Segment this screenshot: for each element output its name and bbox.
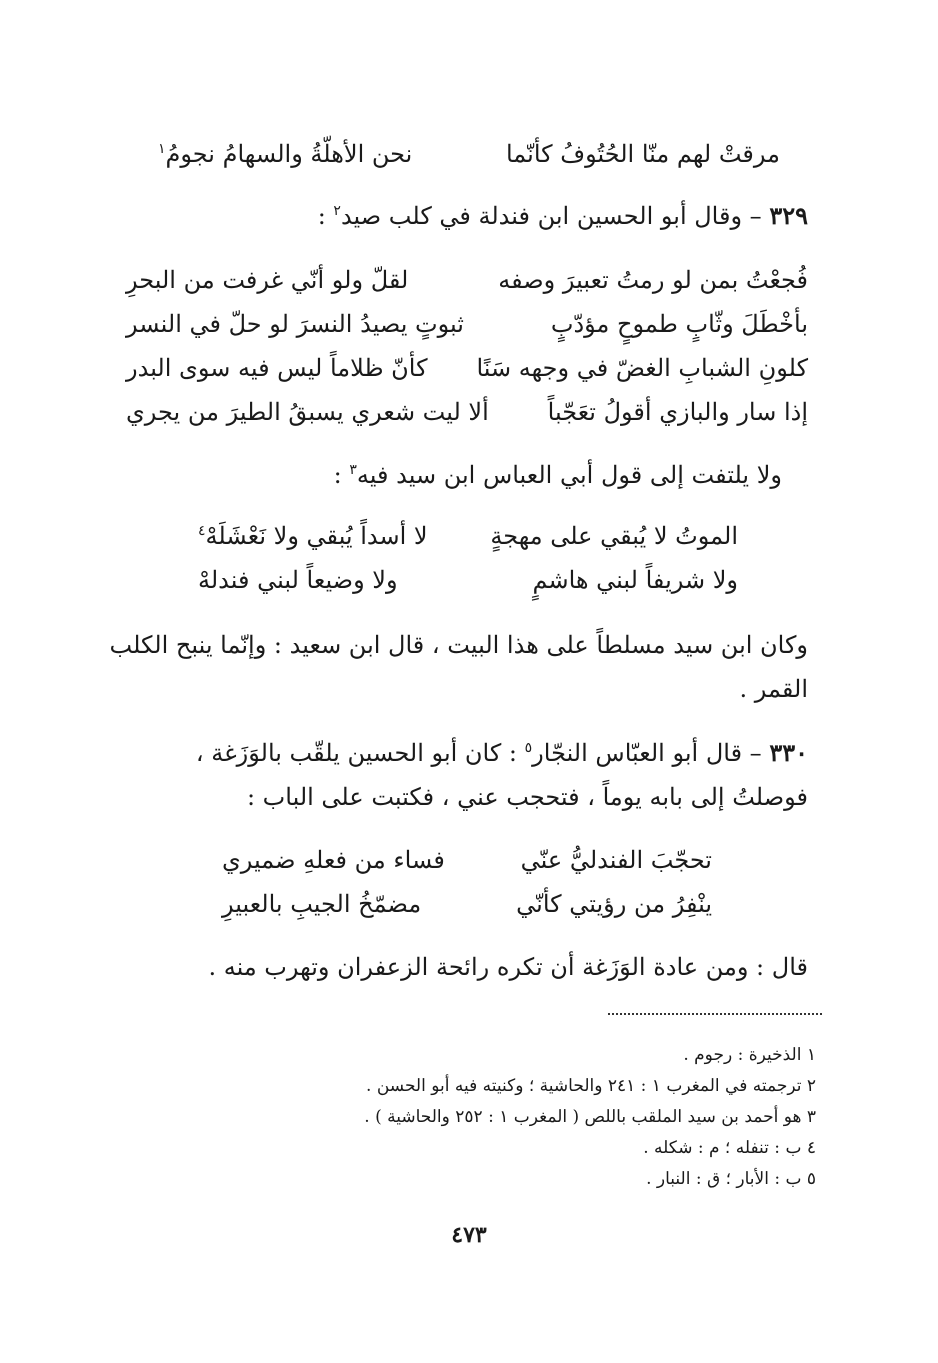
section-text: – وقال أبو الحسين ابن فندلة في كلب صيد	[340, 202, 762, 230]
section-330-line: فوصلتُ إلى بابه يوماً ، فتحجب عني ، فكتبت على الباب :	[246, 783, 808, 811]
verse-first-hemistich: تحجّبَ الفندليُّ عنّي	[520, 846, 712, 874]
page-number: ٤٧٣	[451, 1222, 487, 1248]
footnote-divider	[608, 1013, 822, 1015]
intro-text: ولا يلتفت إلى قول أبي العباس ابن سيد فيه	[356, 461, 782, 489]
section-colon: :	[317, 202, 326, 230]
poem-329-line	[126, 268, 808, 292]
verse-first-hemistich: إذا سار والبازي أقولُ تعَجّباً	[547, 398, 808, 426]
section-number: ٣٢٩	[769, 201, 808, 230]
poem-330-line	[222, 892, 712, 916]
poem-329-line	[126, 400, 808, 424]
poem-sayyid-line	[198, 524, 738, 548]
footnote-marker: ١	[158, 141, 166, 157]
verse-second-hemistich	[158, 142, 412, 166]
intro-colon: :	[333, 461, 342, 489]
verse-second-hemistich: لقلّ ولو أنّي غرفت من البحرِ	[126, 266, 409, 294]
footnote-marker: ٥	[524, 740, 533, 756]
poem-330-line	[222, 848, 712, 872]
verse-first-hemistich: الموتُ لا يُبقي على مهجةٍ	[490, 522, 738, 550]
verse-first-hemistich: ولا شريفاً لبني هاشمٍ	[532, 566, 738, 594]
footnote-item: ٣ هو أحمد بن سيد الملقب باللص ( المغرب ١ : ٢٥٢ والحاشية ) .	[364, 1107, 816, 1127]
section-330-heading	[195, 738, 808, 767]
verse-second-hemistich: مضمّخُ الجيبِ بالعبيرِ	[222, 890, 422, 918]
verse-second-text: لا أسداً يُبقي ولا نَعْشَلَهْ	[205, 522, 428, 550]
verse-second-hemistich: فساء من فعلهِ ضميري	[222, 846, 445, 874]
poem-329-line	[126, 312, 808, 336]
footnote-item: ٢ ترجمته في المغرب ١ : ٢٤١ والحاشية ؛ وكنيته فيه أبو الحسن .	[366, 1076, 816, 1096]
footnote-item: ٤ ب : تنفله ؛ م : شكله .	[643, 1138, 816, 1158]
poem-329-line	[126, 356, 808, 380]
poem-sayyid-line	[198, 568, 738, 592]
intro-line	[334, 463, 782, 487]
verse-line	[158, 142, 780, 166]
verse-first-hemistich: ينْفِرُ من رؤيتي كأنّي	[516, 890, 712, 918]
footnote-marker: ٤	[198, 523, 206, 539]
paragraph-line: القمر .	[739, 675, 808, 703]
section-text-continued: : كان أبو الحسين يلقّب بالوَزَغة ،	[195, 739, 517, 767]
footnote-marker: ٢	[333, 203, 341, 219]
verse-second-hemistich: ولا وضيعاً لبني فندلهْ	[198, 566, 398, 594]
verse-second-hemistich: كأنّ ظلاماً ليس فيه سوى البدر	[126, 354, 428, 382]
section-number: ٣٣٠	[769, 738, 808, 767]
footnote-marker: ٣	[349, 462, 357, 478]
verse-first-hemistich: فُجعْتُ بمن لو رمتُ تعبيرَ وصفه	[498, 266, 808, 294]
verse-second-hemistich: ألا ليت شعري يسبقُ الطيرَ من يجري	[126, 398, 489, 426]
verse-second-hemistich	[198, 524, 428, 548]
footnote-item: ١ الذخيرة : رجوم .	[683, 1045, 816, 1065]
verse-first-hemistich: مرقتْ لهم منّا الحُتُوفُ كأنّما	[505, 140, 780, 168]
section-text: – قال أبو العبّاس النجّار	[532, 739, 762, 767]
verse-second-hemistich: ثبوتٍ يصيدُ النسرَ لو حلّ في النسر	[126, 310, 464, 338]
verse-second-text: نحن الأهلّةُ والسهامُ نجومُ	[165, 140, 413, 168]
paragraph-line: وكان ابن سيد مسلطاً على هذا البيت ، قال ابن سعيد : وإنّما ينبح الكلب	[109, 631, 808, 659]
verse-first-hemistich: كلونِ الشبابِ الغضّ في وجهه سَنًا	[476, 354, 808, 382]
closing-line: قال : ومن عادة الوَزَغة أن تكره رائحة الزعفران وتهرب منه .	[208, 953, 808, 981]
section-329-heading	[317, 201, 808, 230]
verse-first-hemistich: بأخْطَلَ وثّابٍ طموحٍ مؤدّبٍ	[550, 310, 808, 338]
footnote-item: ٥ ب : الأبار ؛ ق : النبار .	[646, 1169, 816, 1189]
